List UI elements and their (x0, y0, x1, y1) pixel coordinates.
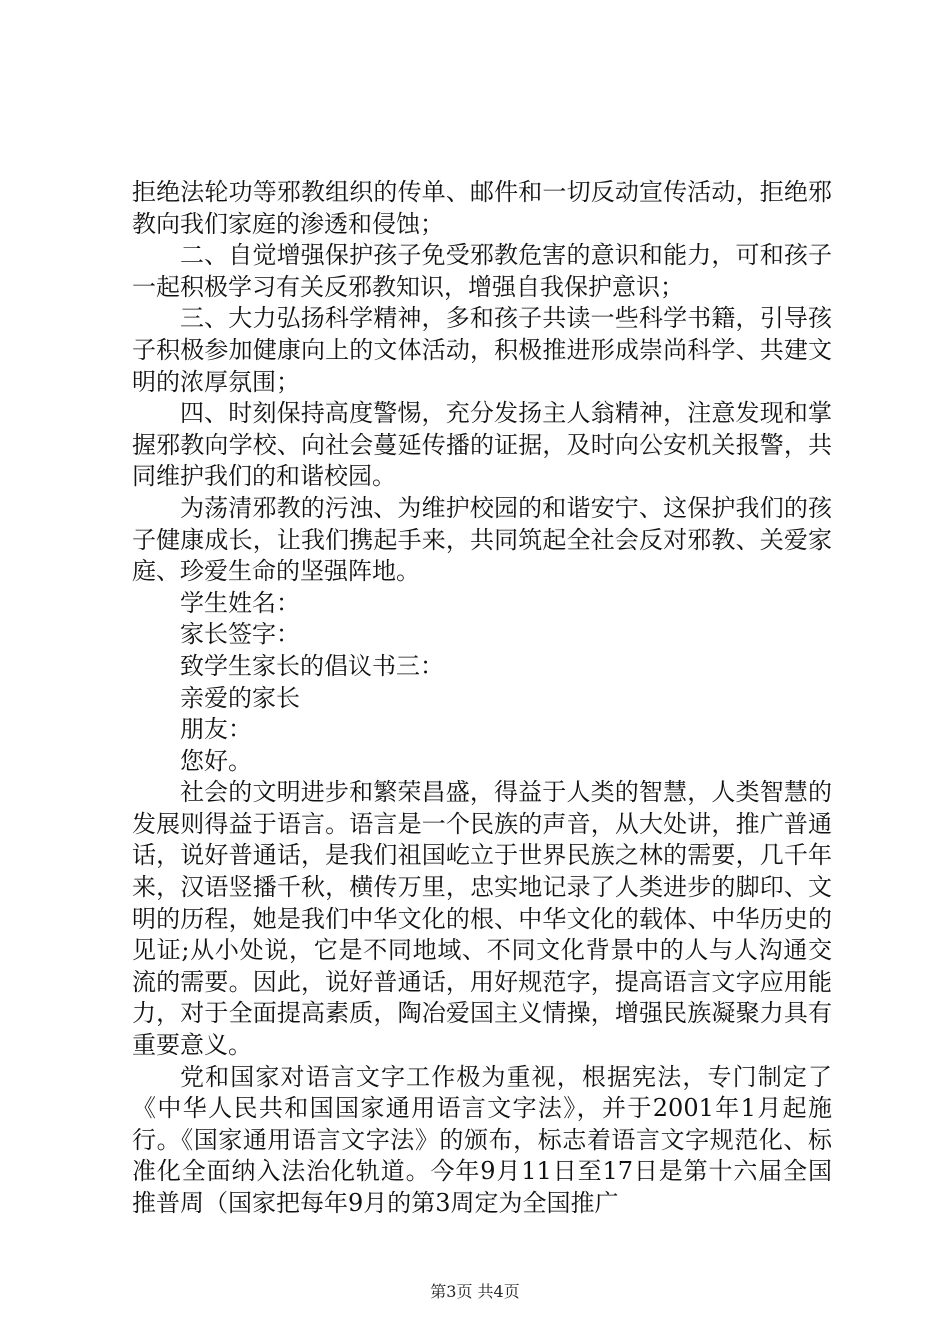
parent-signature-line: 家长签字： (180, 620, 300, 649)
page-footer: 第3页 共4页 (430, 1282, 520, 1301)
paragraph-item-4: 四、时刻保持高度警惕，充分发扬主人翁精神，注意发现和掌握邪教向学校、向社会蔓延传播的证据，及时向公安机关报警，共同维护我们的和谐校园。 (132, 399, 832, 491)
section-title: 致学生家长的倡议书三： (180, 651, 444, 680)
document-body (132, 177, 832, 1220)
salutation-friends: 朋友： (180, 715, 252, 744)
paragraph-language: 社会的文明进步和繁荣昌盛，得益于人类的智慧，人类智慧的发展则得益于语言。语言是一个民族的声音，从大处讲，推广普通话，说好普通话，是我们祖国屹立于世界民族之林的需要，几千年来，汉语竖播千秋，横传万里，忠实地记录了人类进步的脚印、文明的历程，她是我们中华文化的根、中华文化的载体、中华历史的见证;从小处说，它是不同地域、不同文化背景中的人与人沟通交流的需要。因此，说好普通话，用好规范字，提高语言文字应用能力，对于全面提高素质，陶冶爱国主义情操，增强民族凝聚力具有重要意义。 (132, 778, 832, 1060)
student-name-line: 学生姓名： (180, 588, 300, 617)
paragraph-law: 党和国家对语言文字工作极为重视，根据宪法，专门制定了《中华人民共和国国家通用语言文字法》，并于2001年1月起施行。《国家通用语言文字法》的颁布，标志着语言文字规范化、标准化全面纳入法治化轨道。今年9月11日至17日是第十六届全国推普周（国家把每年9月的第3周定为全国推广 (132, 1062, 832, 1217)
salutation: 亲爱的家长 (180, 683, 300, 712)
paragraph-continuation: 拒绝法轮功等邪教组织的传单、邮件和一切反动宣传活动，拒绝邪教向我们家庭的渗透和侵蚀； (132, 178, 832, 238)
greeting: 您好。 (180, 746, 252, 775)
paragraph-item-3: 三、大力弘扬科学精神，多和孩子共读一些科学书籍，引导孩子积极参加健康向上的文体活动，积极推进形成崇尚科学、共建文明的浓厚氛围； (132, 304, 832, 396)
paragraph-item-2: 二、自觉增强保护孩子免受邪教危害的意识和能力，可和孩子一起积极学习有关反邪教知识，增强自我保护意识； (132, 241, 832, 301)
paragraph-closing: 为荡清邪教的污浊、为维护校园的和谐安宁、这保护我们的孩子健康成长，让我们携起手来，共同筑起全社会反对邪教、关爱家庭、珍爱生命的坚强阵地。 (132, 493, 832, 586)
